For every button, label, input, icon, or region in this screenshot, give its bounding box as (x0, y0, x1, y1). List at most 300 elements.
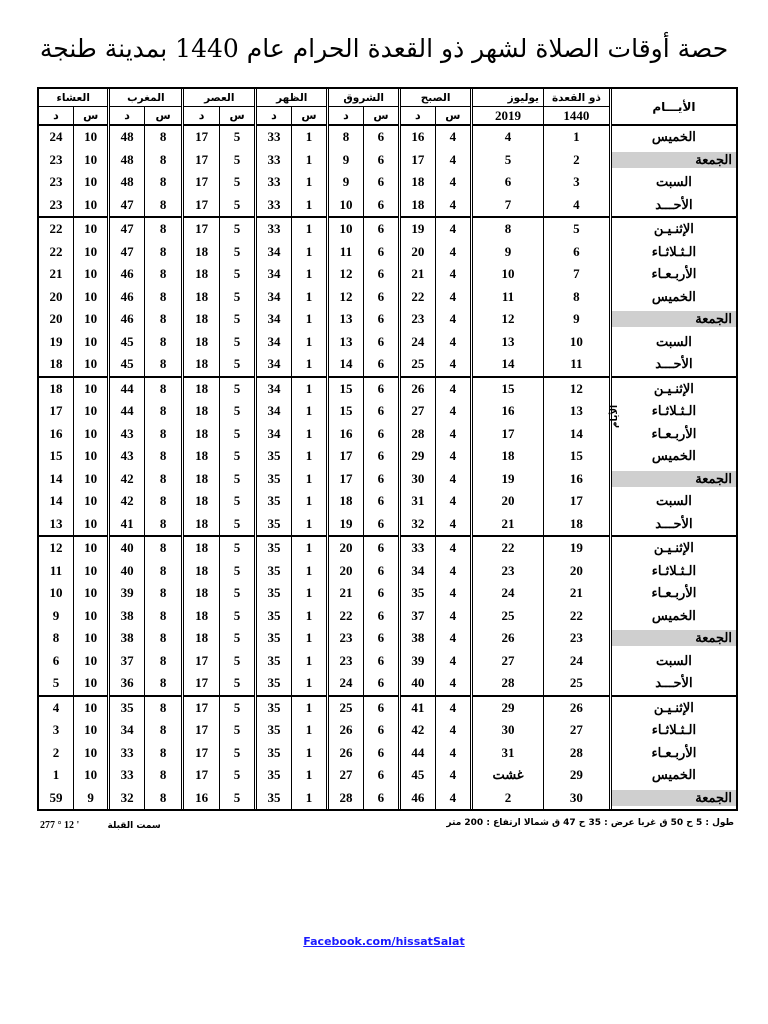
qibla-value: 277 ° 12 ' (40, 820, 80, 831)
isha-minutes-cell: 14 (49, 493, 63, 509)
maghrib-hours-cell: 8 (144, 513, 182, 537)
gregorian-day-cell: 29 (472, 696, 544, 720)
asr-minutes-cell: 17 (183, 125, 219, 149)
fajr-minutes-cell: 18 (400, 171, 435, 194)
gregorian-day-cell: 19 (472, 468, 544, 491)
isha-hours-cell: 10 (73, 742, 108, 765)
weekday-label: الخميس (651, 448, 696, 464)
fajr-minutes-cell: 16 (400, 125, 435, 149)
shurooq-minutes-cell: 9 (328, 149, 363, 172)
fajr-hours-cell: 4 (435, 742, 471, 765)
fajr-minutes-cell: 33 (400, 536, 435, 560)
dhuhr-hours-cell: 1 (291, 719, 327, 742)
asr-hours-cell: 5 (219, 400, 255, 423)
shurooq-minutes-cell: 17 (328, 445, 363, 468)
isha-minutes-cell: 23 (49, 151, 63, 167)
dhuhr-minutes-cell: 35 (256, 605, 291, 628)
fajr-hours-cell: 4 (435, 536, 471, 560)
hijri-day-cell: 4 (543, 194, 610, 218)
isha-hours-cell: 10 (73, 149, 108, 172)
gregorian-day-cell: 22 (472, 536, 544, 560)
dhuhr-hours-cell: 1 (291, 331, 327, 354)
asr-minutes-cell: 18 (183, 490, 219, 513)
fajr-hours-unit: س (435, 107, 471, 126)
asr-hours-cell: 5 (219, 582, 255, 605)
dhuhr-minutes-cell: 33 (256, 194, 291, 218)
asr-hours-cell: 5 (219, 536, 255, 560)
maghrib-minutes-cell: 41 (109, 513, 144, 537)
hijri-day-cell: 26 (543, 696, 610, 720)
isha-hours-cell: 10 (73, 719, 108, 742)
isha-minutes-unit: د (39, 107, 73, 126)
shurooq-minutes-cell: 18 (328, 490, 363, 513)
weekday-label: السبت (655, 174, 692, 190)
fajr-minutes-cell: 37 (400, 605, 435, 628)
shurooq-minutes-cell: 21 (328, 582, 363, 605)
weekday-cell (610, 560, 736, 583)
hijri-day-cell: 25 (543, 672, 610, 696)
asr-minutes-cell: 18 (183, 423, 219, 446)
asr-minutes-unit: د (183, 107, 219, 126)
shurooq-minutes-cell: 24 (328, 672, 363, 696)
asr-hours-cell: 5 (219, 217, 255, 241)
weekday-cell (610, 605, 736, 628)
facebook-link[interactable]: Facebook.com/hissatSalat (303, 935, 465, 948)
table-row (39, 445, 736, 468)
maghrib-minutes-unit: د (109, 107, 144, 126)
fajr-minutes-cell: 32 (400, 513, 435, 537)
weekday-cell (610, 536, 736, 560)
fajr-minutes-cell: 34 (400, 560, 435, 583)
shurooq-minutes-cell: 22 (328, 605, 363, 628)
hijri-year: 1440 (543, 107, 610, 126)
maghrib-minutes-cell: 44 (109, 400, 144, 423)
shurooq-hours-cell: 6 (363, 331, 399, 354)
gregorian-day-cell: 26 (472, 627, 544, 650)
weekday-label: الجمعة (610, 471, 736, 487)
hijri-day-cell: 7 (543, 263, 610, 286)
maghrib-hours-cell: 8 (144, 650, 182, 673)
dhuhr-minutes-cell: 34 (256, 308, 291, 331)
maghrib-minutes-cell: 38 (109, 605, 144, 628)
isha-hours-cell: 10 (73, 696, 108, 720)
maghrib-minutes-cell: 48 (109, 125, 144, 149)
asr-hours-cell: 5 (219, 742, 255, 765)
asr-minutes-cell: 18 (183, 536, 219, 560)
isha-hours-cell: 10 (73, 286, 108, 309)
table-row (39, 400, 736, 423)
isha-hours-cell: 10 (73, 672, 108, 696)
fajr-minutes-cell: 42 (400, 719, 435, 742)
isha-minutes-cell: 9 (52, 607, 60, 623)
weekday-cell (610, 764, 736, 787)
shurooq-hours-cell: 6 (363, 353, 399, 377)
isha-minutes-cell: 20 (49, 288, 63, 304)
shurooq-hours-cell: 6 (363, 536, 399, 560)
weekday-cell (610, 582, 736, 605)
shurooq-hours-cell: 6 (363, 171, 399, 194)
asr-hours-cell: 5 (219, 194, 255, 218)
shurooq-minutes-cell: 13 (328, 308, 363, 331)
table-row (39, 742, 736, 765)
maghrib-hours-cell: 8 (144, 125, 182, 149)
shurooq-minutes-cell: 26 (328, 719, 363, 742)
header-shurooq: الشروق (328, 89, 400, 107)
shurooq-hours-cell: 6 (363, 513, 399, 537)
maghrib-minutes-cell: 43 (109, 445, 144, 468)
weekday-cell (610, 353, 736, 377)
weekday-label: الـثـلاثـاء (651, 243, 697, 259)
asr-hours-cell: 5 (219, 445, 255, 468)
days-vertical-label: الأيام (610, 404, 620, 428)
hijri-day-cell: 27 (543, 719, 610, 742)
shurooq-hours-cell: 6 (363, 468, 399, 491)
hijri-day-cell: 5 (543, 217, 610, 241)
isha-hours-cell: 10 (73, 353, 108, 377)
fajr-hours-cell: 4 (435, 490, 471, 513)
table-row (39, 650, 736, 673)
weekday-cell (610, 377, 736, 401)
gregorian-day-cell: 4 (472, 125, 544, 149)
dhuhr-hours-cell: 1 (291, 650, 327, 673)
fajr-minutes-cell: 29 (400, 445, 435, 468)
fajr-minutes-cell: 24 (400, 331, 435, 354)
shurooq-hours-cell: 6 (363, 742, 399, 765)
fajr-minutes-cell: 23 (400, 308, 435, 331)
fajr-hours-cell: 4 (435, 627, 471, 650)
isha-hours-unit: س (73, 107, 108, 126)
fajr-minutes-cell: 18 (400, 194, 435, 218)
dhuhr-hours-cell: 1 (291, 490, 327, 513)
shurooq-minutes-cell: 25 (328, 696, 363, 720)
hijri-day-cell: 3 (543, 171, 610, 194)
asr-hours-cell: 5 (219, 787, 255, 810)
table-row (39, 764, 736, 787)
isha-hours-cell: 10 (73, 171, 108, 194)
header-isha: العشاء (39, 89, 109, 107)
dhuhr-minutes-cell: 35 (256, 742, 291, 765)
hijri-day-cell: 23 (543, 627, 610, 650)
isha-minutes-cell: 12 (39, 536, 73, 560)
asr-hours-cell: 5 (219, 241, 255, 264)
maghrib-hours-cell: 8 (144, 742, 182, 765)
dhuhr-hours-cell: 1 (291, 627, 327, 650)
shurooq-minutes-cell: 23 (328, 627, 363, 650)
dhuhr-minutes-cell: 34 (256, 241, 291, 264)
asr-hours-cell: 5 (219, 353, 255, 377)
fajr-hours-cell: 4 (435, 149, 471, 172)
shurooq-hours-cell: 6 (363, 125, 399, 149)
maghrib-hours-unit: س (144, 107, 182, 126)
table-row (39, 787, 736, 810)
dhuhr-minutes-cell: 33 (256, 125, 291, 149)
fajr-hours-cell: 4 (435, 513, 471, 537)
hijri-day-cell: 8 (543, 286, 610, 309)
dhuhr-minutes-cell: 35 (256, 468, 291, 491)
shurooq-hours-cell: 6 (363, 764, 399, 787)
header-days: الأيـــام (610, 89, 736, 125)
isha-hours-cell: 10 (73, 331, 108, 354)
weekday-label: الأحـــد (655, 356, 693, 372)
dhuhr-minutes-cell: 33 (256, 149, 291, 172)
shurooq-minutes-cell: 12 (328, 263, 363, 286)
asr-minutes-cell: 17 (183, 171, 219, 194)
fajr-hours-cell: 4 (435, 650, 471, 673)
shurooq-minutes-cell: 27 (328, 764, 363, 787)
asr-minutes-cell: 18 (183, 286, 219, 309)
isha-minutes-cell: 4 (39, 696, 73, 720)
weekday-label: الأربـعـاء (651, 585, 697, 601)
weekday-label: الخميس (651, 129, 696, 145)
maghrib-minutes-cell: 48 (109, 149, 144, 172)
hijri-day-cell: 29 (543, 764, 610, 787)
weekday-label: الأحـــد (655, 515, 693, 531)
maghrib-minutes-cell: 33 (109, 764, 144, 787)
hijri-day-cell: 6 (543, 241, 610, 264)
dhuhr-hours-cell: 1 (291, 125, 327, 149)
isha-minutes-cell: 59 (49, 789, 63, 805)
isha-minutes-cell: 3 (52, 722, 60, 738)
gregorian-day-cell: 15 (472, 377, 544, 401)
asr-hours-cell: 5 (219, 696, 255, 720)
fajr-minutes-cell: 20 (400, 241, 435, 264)
gregorian-day-cell: 25 (472, 605, 544, 628)
weekday-label: الخميس (651, 607, 696, 623)
dhuhr-minutes-cell: 35 (256, 536, 291, 560)
shurooq-minutes-cell: 17 (328, 468, 363, 491)
isha-hours-cell: 10 (73, 468, 108, 491)
shurooq-hours-cell: 6 (363, 286, 399, 309)
table-row (39, 149, 736, 172)
asr-minutes-cell: 17 (183, 217, 219, 241)
fajr-hours-cell: 4 (435, 764, 471, 787)
fajr-minutes-cell: 39 (400, 650, 435, 673)
hijri-day-cell: 24 (543, 650, 610, 673)
isha-minutes-cell: 2 (52, 744, 60, 760)
dhuhr-hours-cell: 1 (291, 582, 327, 605)
dhuhr-minutes-cell: 35 (256, 719, 291, 742)
header-dhuhr: الظهر (256, 89, 328, 107)
weekday-label: الخميس (651, 767, 696, 783)
table-row (39, 125, 736, 149)
dhuhr-minutes-cell: 33 (256, 171, 291, 194)
weekday-cell (610, 719, 736, 742)
table-row (39, 194, 736, 218)
gregorian-day-cell: 14 (472, 353, 544, 377)
fajr-minutes-cell: 46 (400, 787, 435, 810)
asr-minutes-cell: 17 (183, 764, 219, 787)
hijri-day-cell: 13 (543, 400, 610, 423)
asr-minutes-cell: 17 (183, 194, 219, 218)
weekday-cell (610, 217, 736, 241)
fajr-minutes-cell: 31 (400, 490, 435, 513)
maghrib-hours-cell: 8 (144, 331, 182, 354)
weekday-cell (610, 125, 736, 149)
hijri-day-cell: 17 (543, 490, 610, 513)
hijri-day-cell: 19 (543, 536, 610, 560)
asr-hours-cell: 5 (219, 263, 255, 286)
dhuhr-hours-cell: 1 (291, 263, 327, 286)
dhuhr-minutes-cell: 35 (256, 582, 291, 605)
gregorian-day-cell: 23 (472, 560, 544, 583)
weekday-label: الإثنـيـن (653, 699, 694, 715)
table-row (39, 468, 736, 491)
table-row (39, 353, 736, 377)
isha-hours-cell: 10 (73, 445, 108, 468)
fajr-hours-cell: 4 (435, 468, 471, 491)
weekday-label: الأحـــد (655, 196, 693, 212)
shurooq-hours-cell: 6 (363, 650, 399, 673)
fajr-hours-cell: 4 (435, 194, 471, 218)
shurooq-hours-cell: 6 (363, 582, 399, 605)
isha-hours-cell: 10 (73, 423, 108, 446)
fajr-hours-cell: 4 (435, 171, 471, 194)
weekday-cell (610, 286, 736, 309)
fajr-minutes-cell: 35 (400, 582, 435, 605)
table-row (39, 696, 736, 720)
table-row (39, 423, 736, 446)
isha-minutes-cell: 10 (49, 585, 63, 601)
fajr-minutes-cell: 25 (400, 353, 435, 377)
maghrib-minutes-cell: 46 (109, 308, 144, 331)
asr-hours-cell: 5 (219, 627, 255, 650)
hijri-day-cell: 10 (543, 331, 610, 354)
weekday-cell (610, 241, 736, 264)
fajr-minutes-cell: 22 (400, 286, 435, 309)
isha-hours-cell: 10 (73, 764, 108, 787)
gregorian-day-cell: 12 (472, 308, 544, 331)
table-row (39, 217, 736, 241)
isha-minutes-cell: 19 (49, 333, 63, 349)
maghrib-minutes-cell: 43 (109, 423, 144, 446)
asr-minutes-cell: 18 (183, 627, 219, 650)
weekday-cell (610, 627, 736, 650)
asr-hours-cell: 5 (219, 605, 255, 628)
maghrib-hours-cell: 8 (144, 627, 182, 650)
asr-hours-cell: 5 (219, 149, 255, 172)
shurooq-hours-cell: 6 (363, 490, 399, 513)
weekday-cell (610, 308, 736, 331)
fajr-minutes-cell: 26 (400, 377, 435, 401)
asr-minutes-cell: 17 (183, 650, 219, 673)
isha-minutes-cell: 23 (49, 174, 63, 190)
hijri-day-cell: 22 (543, 605, 610, 628)
dhuhr-hours-cell: 1 (291, 560, 327, 583)
maghrib-minutes-cell: 40 (109, 536, 144, 560)
weekday-cell (610, 490, 736, 513)
weekday-cell (610, 331, 736, 354)
asr-hours-cell: 5 (219, 719, 255, 742)
shurooq-hours-cell: 6 (363, 672, 399, 696)
gregorian-day-cell: 20 (472, 490, 544, 513)
fajr-hours-cell: 4 (435, 241, 471, 264)
asr-hours-cell: 5 (219, 672, 255, 696)
shurooq-minutes-cell: 28 (328, 787, 363, 810)
hijri-day-cell: 12 (543, 377, 610, 401)
maghrib-minutes-cell: 37 (109, 650, 144, 673)
asr-minutes-cell: 18 (183, 331, 219, 354)
asr-hours-cell: 5 (219, 286, 255, 309)
isha-hours-cell: 10 (73, 627, 108, 650)
fajr-hours-cell: 4 (435, 560, 471, 583)
weekday-label: الـثـلاثـاء (651, 562, 697, 578)
table-row (39, 719, 736, 742)
weekday-cell (610, 696, 736, 720)
maghrib-minutes-cell: 33 (109, 742, 144, 765)
dhuhr-hours-cell: 1 (291, 672, 327, 696)
gregorian-day-cell: 21 (472, 513, 544, 537)
maghrib-hours-cell: 8 (144, 696, 182, 720)
isha-minutes-cell: 16 (49, 425, 63, 441)
isha-hours-cell: 10 (73, 125, 108, 149)
gregorian-day-cell: 2 (472, 787, 544, 810)
gregorian-day-cell: 13 (472, 331, 544, 354)
gregorian-day-cell: 18 (472, 445, 544, 468)
fajr-hours-cell: 4 (435, 331, 471, 354)
asr-hours-cell: 5 (219, 560, 255, 583)
shurooq-hours-cell: 6 (363, 719, 399, 742)
dhuhr-hours-cell: 1 (291, 400, 327, 423)
weekday-label: السبت (655, 652, 692, 668)
dhuhr-hours-cell: 1 (291, 308, 327, 331)
dhuhr-hours-cell: 1 (291, 241, 327, 264)
asr-minutes-cell: 18 (183, 241, 219, 264)
asr-minutes-cell: 18 (183, 445, 219, 468)
asr-minutes-cell: 17 (183, 696, 219, 720)
fajr-hours-cell: 4 (435, 400, 471, 423)
weekday-label: السبت (655, 493, 692, 509)
dhuhr-minutes-cell: 34 (256, 377, 291, 401)
isha-hours-cell: 10 (73, 400, 108, 423)
asr-hours-cell: 5 (219, 513, 255, 537)
fajr-hours-cell: 4 (435, 696, 471, 720)
maghrib-hours-cell: 8 (144, 764, 182, 787)
qibla-direction (40, 820, 161, 831)
weekday-label: الجمعة (610, 152, 736, 168)
weekday-label: الأربـعـاء (651, 266, 697, 282)
asr-hours-cell: 5 (219, 377, 255, 401)
isha-hours-cell: 10 (73, 560, 108, 583)
fajr-minutes-cell: 21 (400, 263, 435, 286)
prayer-times-body (39, 125, 736, 809)
table-row (39, 672, 736, 696)
dhuhr-hours-cell: 1 (291, 423, 327, 446)
weekday-label: الجمعة (610, 790, 736, 806)
shurooq-minutes-cell: 10 (328, 194, 363, 218)
table-row (39, 513, 736, 537)
gregorian-day-cell: 11 (472, 286, 544, 309)
dhuhr-minutes-cell: 34 (256, 400, 291, 423)
maghrib-minutes-cell: 44 (109, 377, 144, 401)
fajr-hours-cell: 4 (435, 353, 471, 377)
dhuhr-hours-cell: 1 (291, 286, 327, 309)
asr-minutes-cell: 18 (183, 513, 219, 537)
maghrib-minutes-cell: 39 (109, 582, 144, 605)
isha-minutes-cell: 22 (49, 243, 63, 259)
maghrib-minutes-cell: 45 (109, 331, 144, 354)
location-coordinates: طول : 5 ح 50 ق غربا عرض : 35 ح 47 ق شمالا ارتفاع : 200 متر (446, 818, 734, 828)
shurooq-minutes-cell: 15 (328, 400, 363, 423)
shurooq-hours-unit: س (363, 107, 399, 126)
dhuhr-minutes-cell: 35 (256, 445, 291, 468)
hijri-day-cell: 11 (543, 353, 610, 377)
asr-minutes-cell: 17 (183, 719, 219, 742)
maghrib-minutes-cell: 38 (109, 627, 144, 650)
dhuhr-hours-cell: 1 (291, 605, 327, 628)
prayer-times-table-frame (37, 87, 738, 811)
dhuhr-minutes-cell: 35 (256, 764, 291, 787)
isha-minutes-cell: 18 (49, 356, 63, 372)
